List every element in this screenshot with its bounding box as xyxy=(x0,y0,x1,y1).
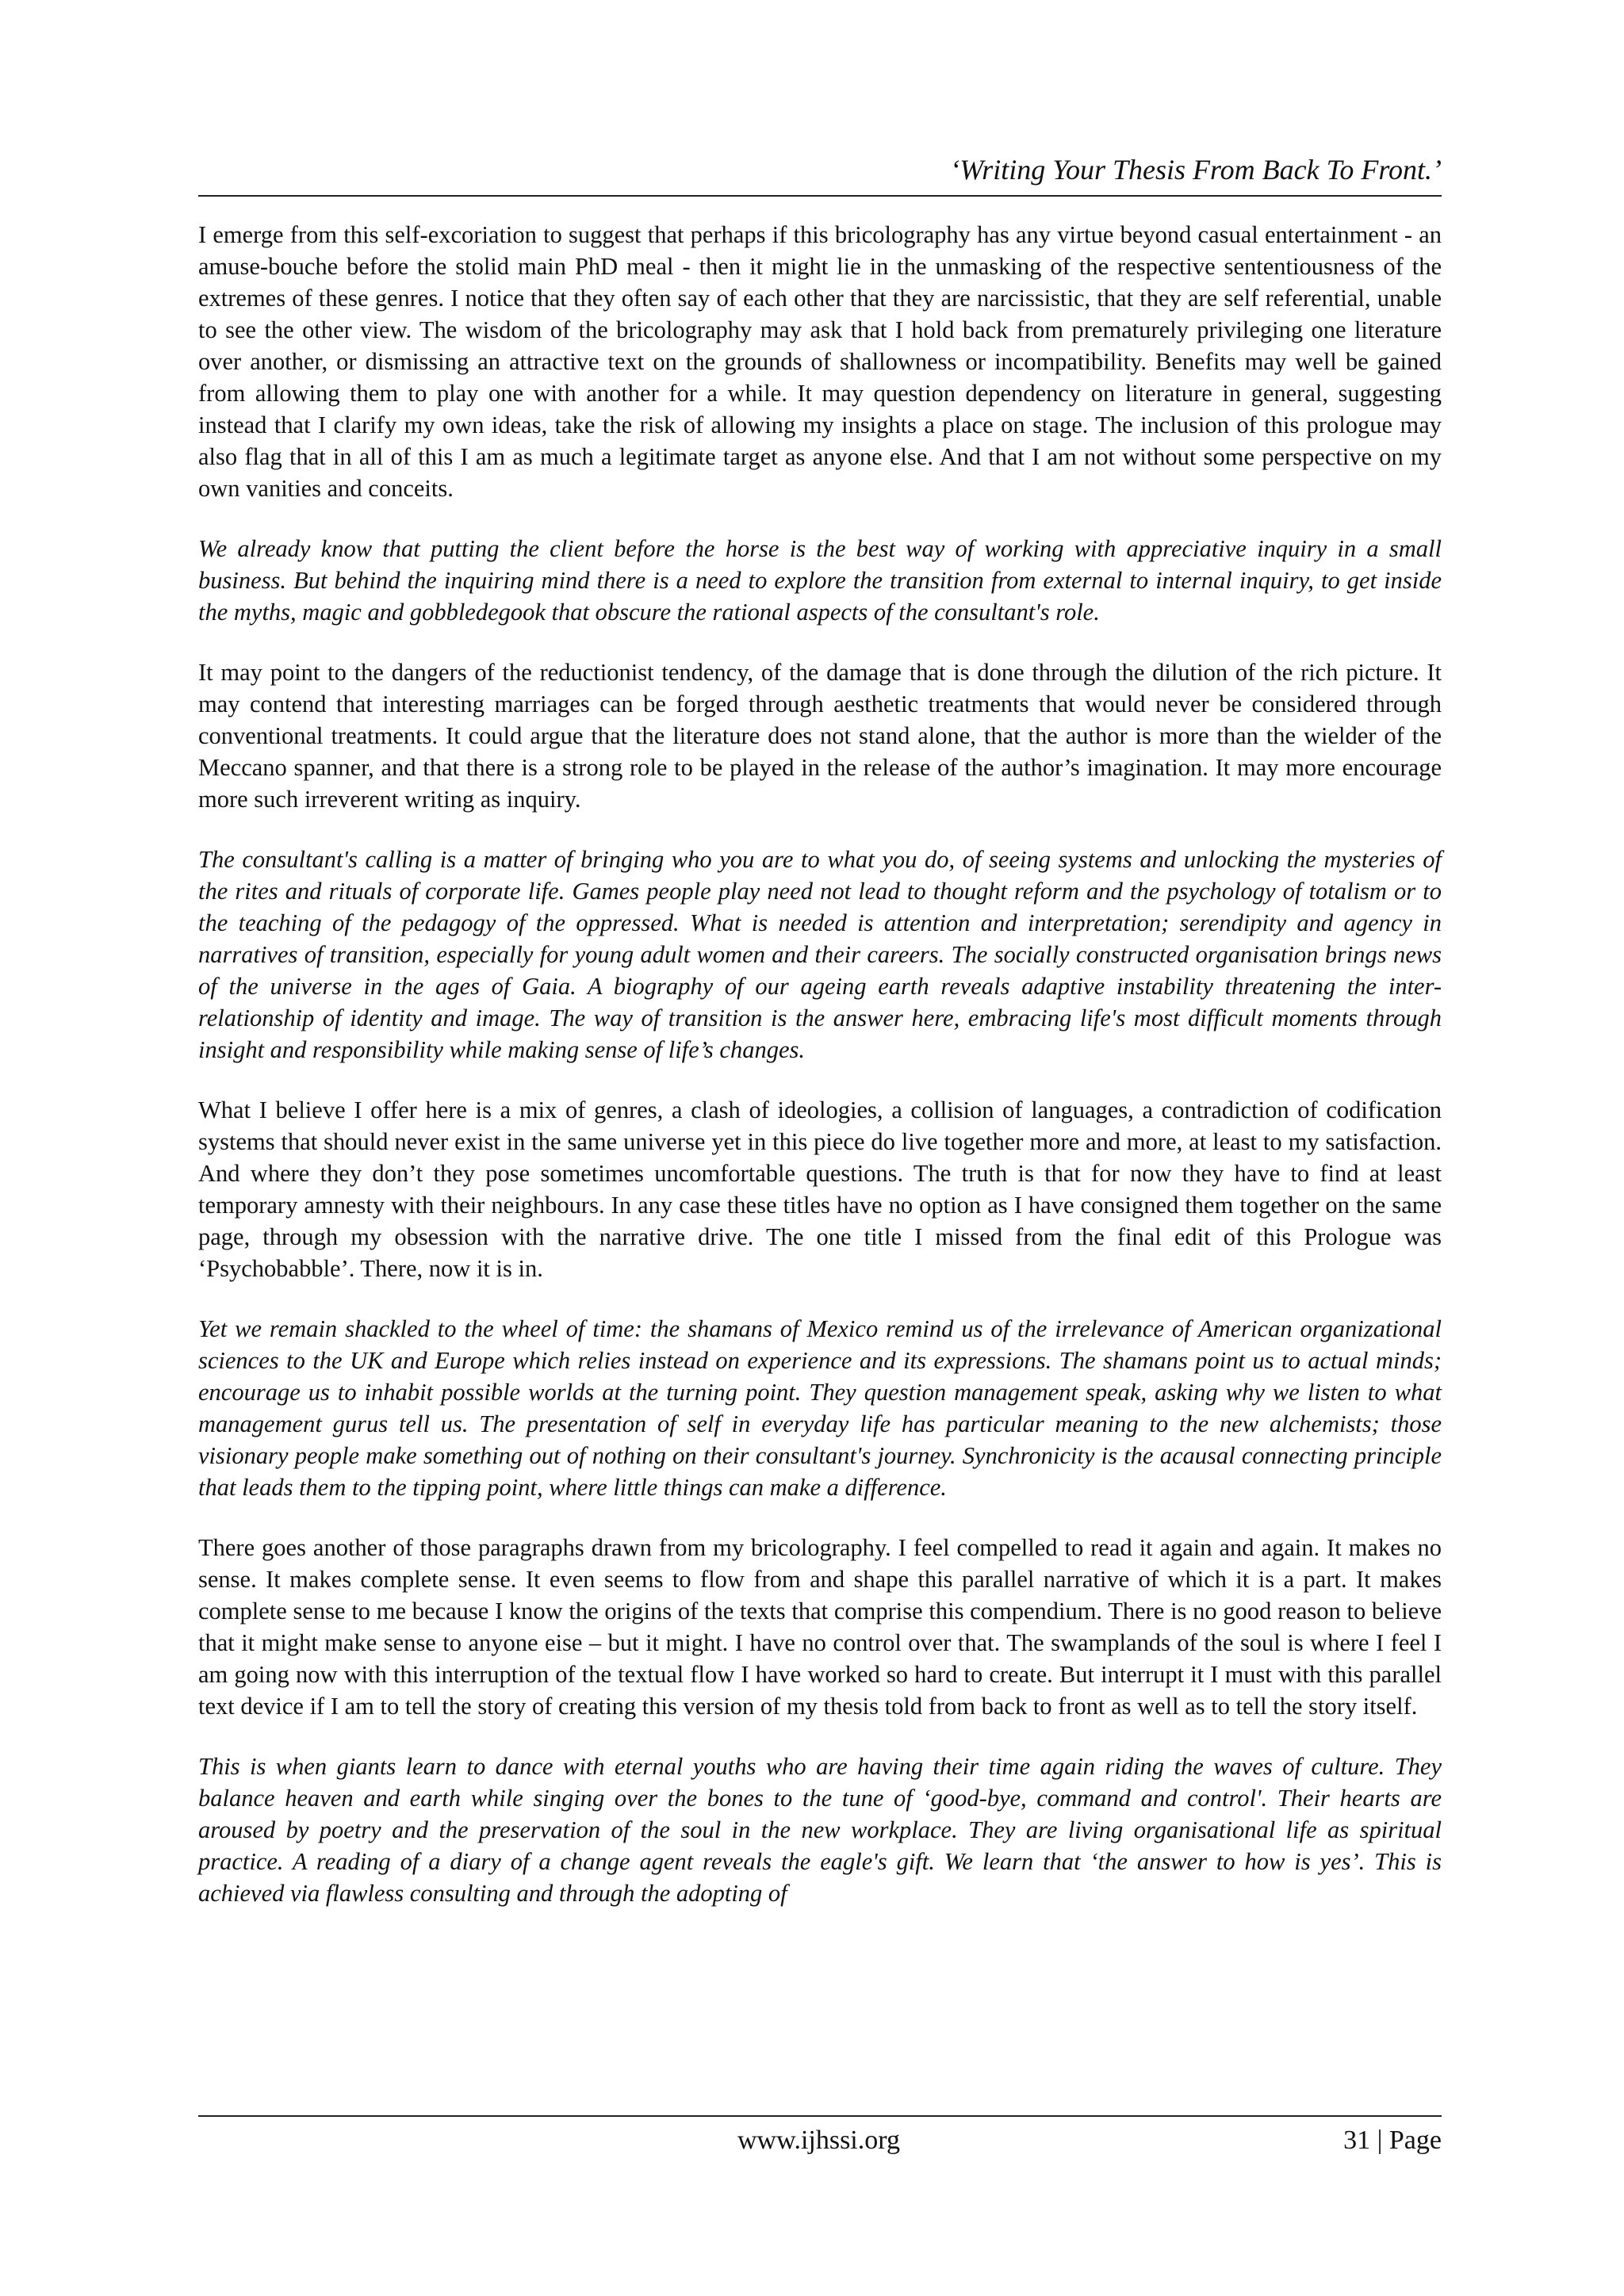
header-divider xyxy=(198,195,1442,197)
paragraph-3: It may point to the dangers of the reductionist tendency, of the damage that is done through the dilution of the rich picture. It may contend that interesting marriages can be forged through aesthetic treatments that would never be considered through conventional treatments. It could argue that the literature does not stand alone, that the author is more than the wielder of the Meccano spanner, and that there is a strong role to be played in the release of the author’s imagination. It may more encourage more such irreverent writing as inquiry. xyxy=(198,659,1442,813)
italic-paragraph-6: Yet we remain shackled to the wheel of time: the shamans of Mexico remind us of the irrelevance of American organizational sciences to the UK and Europe which relies instead on experience and its expressions. The shamans point us to actual minds; encourage us to inhabit possible worlds at the turning point. They question management speak, asking why we listen to what management gurus tell us. The presentation of self in everyday life has particular meaning to the new alchemists; those visionary people make something out of nothing on their consultant's journey. Synchronicity is the acausal connecting principle that leads them to the tipping point, where little things can make a difference. xyxy=(198,1315,1442,1501)
running-header-title: ‘Writing Your Thesis From Back To Front.’ xyxy=(950,154,1442,186)
footer-page-number: 31 | Page xyxy=(1343,2126,1442,2155)
paragraph-5: What I believe I offer here is a mix of genres, a clash of ideologies, a collision of languages, a contradiction of codification systems that should never exist in the same universe yet in this piece do live together more and more, at least to my satisfaction. And where they don’t they pose sometimes uncomfortable questions. The truth is that for now they have to find at least temporary amnesty with their neighbours. In any case these titles have no option as I have consigned them together on the same page, through my obsession with the narrative drive. The one title I missed from the final edit of this Prologue was ‘Psychobabble’. There, now it is in. xyxy=(198,1096,1442,1282)
footer-journal-url[interactable]: www.ijhssi.org xyxy=(737,2126,900,2155)
journal-page xyxy=(198,0,1442,2296)
italic-paragraph-8: This is when giants learn to dance with eternal youths who are having their time again riding the waves of culture. They balance heaven and earth while singing over the bones to the tune of ‘good-bye, command and control'. Their hearts are aroused by poetry and the preservation of the soul in the new workplace. They are living organisational life as spiritual practice. A reading of a diary of a change agent reveals the eagle's gift. We learn that ‘the answer to how is yes’. This is achieved via flawless consulting and through the adopting of xyxy=(198,1753,1442,1907)
paragraph-1: I emerge from this self-excoriation to suggest that perhaps if this bricolography has any virtue beyond casual entertainment - an amuse-bouche before the stolid main PhD meal - then it might lie in the unmasking of the respective sententiousness of the extremes of these genres. I notice that they often say of each other that they are narcissistic, that they are self referential, unable to see the other view. The wisdom of the bricolography may ask that I hold back from prematurely privileging one literature over another, or dismissing an attractive text on the grounds of shallowness or incompatibility. Benefits may well be gained from allowing them to play one with another for a while. It may question dependency on literature in general, suggesting instead that I clarify my own ideas, take the risk of allowing my insights a place on stage. The inclusion of this prologue may also flag that in all of this I am as much a legitimate target as anyone else. And that I am not without some perspective on my own vanities and conceits. xyxy=(198,221,1442,502)
article-body xyxy=(198,219,1442,1938)
italic-paragraph-2: We already know that putting the client before the horse is the best way of working with appreciative inquiry in a small business. But behind the inquiring mind there is a need to explore the transition from external to internal inquiry, to get inside the myths, magic and gobbledegook that obscure the rational aspects of the consultant's role. xyxy=(198,535,1442,626)
footer-divider xyxy=(198,2115,1442,2117)
paragraph-7: There goes another of those paragraphs drawn from my bricolography. I feel compelled to read it again and again. It makes no sense. It makes complete sense. It even seems to flow from and shape this parallel narrative of which it is a part. It makes complete sense to me because I know the origins of the texts that comprise this compendium. There is no good reason to believe that it might make sense to anyone eise – but it might. I have no control over that. The swamplands of the soul is where I feel I am going now with this interruption of the textual flow I have worked so hard to create. But interrupt it I must with this parallel text device if I am to tell the story of creating this version of my thesis told from back to front as well as to tell the story itself. xyxy=(198,1534,1442,1720)
italic-paragraph-4: The consultant's calling is a matter of bringing who you are to what you do, of seeing systems and unlocking the mysteries of the rites and rituals of corporate life. Games people play need not lead to thought reform and the psychology of totalism or to the teaching of the pedagogy of the oppressed. What is needed is attention and interpretation; serendipity and agency in narratives of transition, especially for young adult women and their careers. The socially constructed organisation brings news of the universe in the ages of Gaia. A biography of our ageing earth reveals adaptive instability threatening the inter-relationship of identity and image. The way of transition is the answer here, embracing life's most difficult moments through insight and responsibility while making sense of life’s changes. xyxy=(198,846,1442,1063)
